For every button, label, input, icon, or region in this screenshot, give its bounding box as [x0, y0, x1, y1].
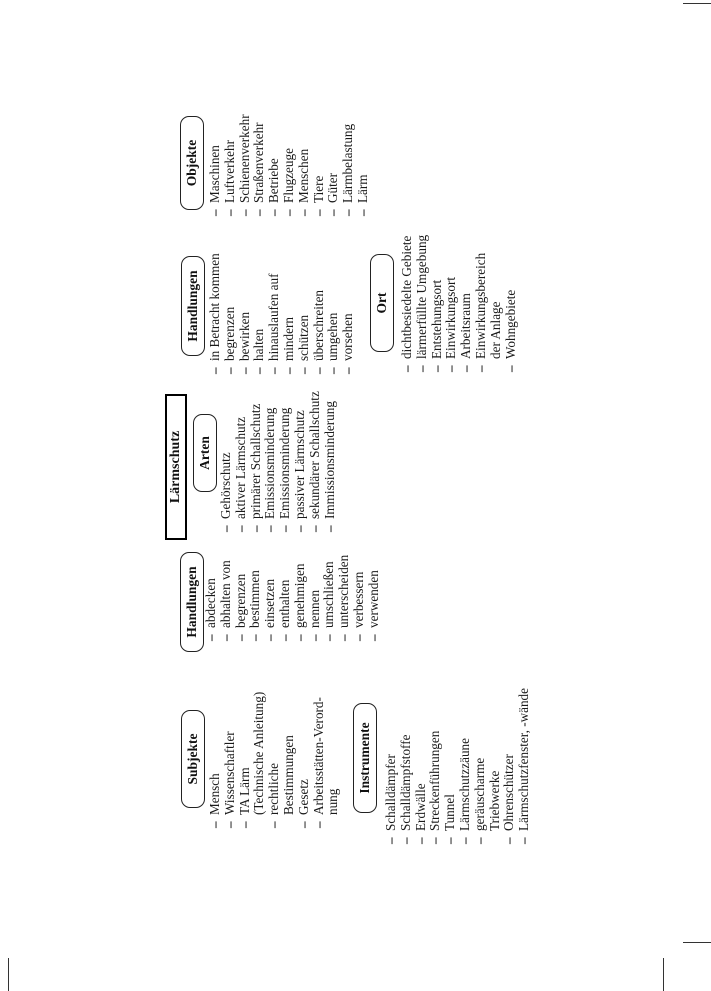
heading-subjekte [181, 710, 205, 808]
list-item: – passiver Lärmschutz [293, 391, 308, 532]
list-item: – Schalldämpfstoffe [399, 688, 414, 844]
list-item: (Technische Anleitung) [251, 691, 267, 815]
heading-subjekte-label: Subjekte [185, 733, 200, 785]
list-item: – überschreiten [312, 253, 327, 374]
heading-arten-label: Arten [197, 436, 212, 470]
heading-arten [193, 414, 217, 492]
list-item: – Erdwälle [414, 688, 429, 844]
list-item: – Arbeitsraum [459, 235, 474, 372]
crop-mark-bottom-left-v [8, 958, 9, 991]
list-item: – Mensch [208, 692, 223, 828]
list-item: – rechtliche [267, 692, 282, 828]
list-item: – Straßenverkehr [252, 114, 267, 216]
list-item: – hinauslaufen auf [267, 253, 282, 374]
list-item: – Einwirkungsbereich [474, 235, 489, 372]
list-item: – Entstehungsort [430, 235, 445, 372]
list-item: – Betriebe [267, 114, 282, 216]
list-item: der Anlage [487, 301, 503, 359]
diagram-title: Lärmschutz [168, 430, 183, 504]
list-item: – in Betracht kommen [208, 253, 223, 374]
list-item: – Wohngebiete [504, 235, 519, 372]
list-item: – Maschinen [208, 114, 223, 216]
heading-handlungen-left-label: Handlungen [184, 566, 199, 638]
list-item: – Gesetz [297, 692, 312, 828]
list-item: – primärer Schallschutz [249, 391, 264, 532]
list-item: nung [325, 788, 341, 815]
list-item: – bewirken [238, 253, 253, 374]
heading-handlungen-right [181, 256, 205, 356]
list-item: – vorsehen [341, 253, 356, 374]
list-item: – lärmerfüllte Umgebung [415, 235, 430, 372]
list-item: – Ohrenschützer [502, 688, 517, 844]
heading-handlungen-left [180, 552, 204, 652]
list-item: – Streckenführungen [428, 688, 443, 844]
list-item: – Tunnel [443, 688, 458, 844]
list-item: – Arbeitsstätten-Verord- [312, 692, 327, 828]
list-item: – unterscheiden [337, 555, 352, 641]
list-item: – bestimmen [248, 555, 263, 641]
list-item: – Gehörschutz [219, 391, 234, 532]
list-item: – Emissionsminderung [263, 391, 278, 532]
list-item: – Flugzeuge [282, 114, 297, 216]
list-item: – nennen [308, 555, 323, 641]
list-item: Triebwerke [486, 770, 502, 831]
list-item: – umschließen [322, 555, 337, 641]
list-item: – Immissionsminderung [323, 391, 338, 532]
heading-instrumente-label: Instrumente [357, 722, 372, 794]
list-item: – Lärmschutzzäune [458, 688, 473, 844]
list-item: – Schienenverkehr [238, 114, 253, 216]
list-instrumente [384, 688, 532, 844]
list-item: – begrenzen [234, 555, 249, 641]
list-item: – enthalten [278, 555, 293, 641]
list-item: – Luftverkehr [223, 114, 238, 216]
crop-mark-bottom-right-v [663, 958, 664, 991]
list-item: – aktiver Lärmschutz [234, 391, 249, 532]
heading-handlungen-right-label: Handlungen [185, 270, 200, 342]
list-item: – Emissionsminderung [278, 391, 293, 532]
list-item: – sekundärer Schallschutz [308, 391, 323, 532]
list-subjekte [208, 692, 341, 828]
list-item: – Schalldämpfer [384, 688, 399, 844]
list-item: – Lärm [356, 114, 371, 216]
list-item: – schützen [297, 253, 312, 374]
diagram-title-box [165, 394, 187, 540]
list-item: – Lärmschutzfenster, -wände [517, 688, 532, 844]
list-item: – begrenzen [223, 253, 238, 374]
list-item: – genehmigen [293, 555, 308, 641]
list-handlungen-left [204, 555, 382, 641]
list-item: – abhalten von [219, 555, 234, 641]
list-item: – dichtbesiedelte Gebiete [400, 235, 415, 372]
list-item: Bestimmungen [280, 735, 296, 815]
list-ort [400, 235, 518, 372]
list-item: – einsetzen [263, 555, 278, 641]
list-item: – Menschen [297, 114, 312, 216]
list-item: – verbessern [352, 555, 367, 641]
list-item: – Lärmbelastung [341, 114, 356, 216]
list-handlungen-right [208, 253, 356, 374]
heading-objekte [180, 116, 204, 210]
heading-ort-label: Ort [374, 292, 389, 314]
list-item: – Tiere [312, 114, 327, 216]
list-item: – halten [252, 253, 267, 374]
crop-mark-top-right [683, 3, 711, 4]
list-item: – TA Lärm [238, 692, 253, 828]
list-objekte [208, 114, 371, 216]
heading-ort [370, 254, 394, 352]
list-item: – mindern [282, 253, 297, 374]
list-item: – Güter [326, 114, 341, 216]
list-item: – verwenden [367, 555, 382, 641]
list-arten [219, 391, 337, 532]
list-item: – umgehen [326, 253, 341, 374]
list-item: – Wissenschaftler [223, 692, 238, 828]
list-item: – geräuscharme [473, 688, 488, 844]
list-item: – abdecken [204, 555, 219, 641]
heading-instrumente [353, 703, 377, 813]
list-item: – Einwirkungsort [444, 235, 459, 372]
heading-objekte-label: Objekte [184, 139, 199, 187]
crop-mark-bottom-right [683, 942, 711, 943]
